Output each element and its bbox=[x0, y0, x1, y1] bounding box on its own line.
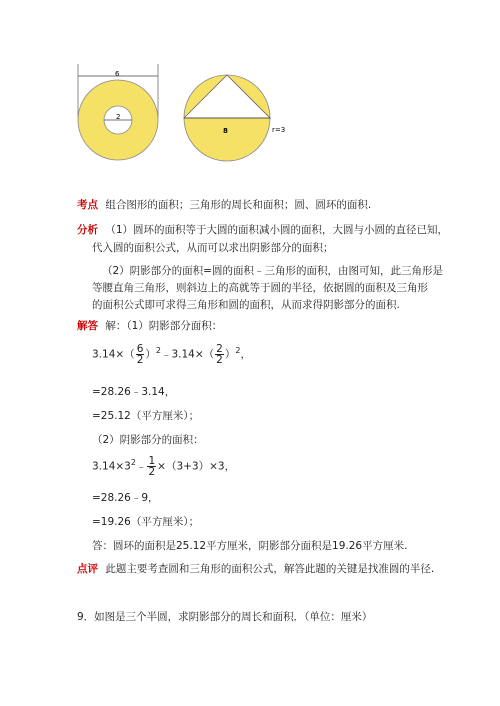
eq4-part-c: ×（3+3）×3， bbox=[157, 460, 236, 473]
dianping-row bbox=[77, 561, 434, 576]
ring-inner-label: 2 bbox=[116, 113, 121, 121]
eq1-denominator-1: 2 bbox=[136, 354, 144, 366]
part2-intro: （2）阴影部分的面积： bbox=[92, 434, 204, 446]
eq1-part-a: 3.14×（ bbox=[92, 348, 135, 361]
eq1-numerator-2: 2 bbox=[216, 343, 223, 355]
fenxi-p2-line2: 等腰直角三角形，则斜边上的高就等于圆的半径，依据圆的面积及三角形 bbox=[92, 282, 428, 294]
equation-3: =25.12（平方厘米）； bbox=[92, 410, 200, 422]
jieda-row bbox=[77, 318, 222, 333]
fenxi-p1-line2: 代入圆的面积公式，从而可以求出阴影部分的面积； bbox=[92, 242, 334, 254]
eq4-denominator: 2 bbox=[148, 466, 156, 478]
question-9: 9．如图是三个半圆，求阴影部分的周长和面积．（单位：厘米） bbox=[77, 611, 373, 623]
eq1-denominator-2: 2 bbox=[216, 354, 223, 366]
eq1-exponent-2: 2 bbox=[235, 346, 241, 355]
eq4-exponent: 2 bbox=[130, 458, 136, 467]
fenxi-tag: 分析 bbox=[77, 224, 98, 236]
radius-note: r=3 bbox=[272, 126, 286, 134]
fenxi-p2-line1: （2）阴影部分的面积=圆的面积﹣三角形的面积，由图可知，此三角形是 bbox=[102, 265, 443, 277]
fenxi-p1-line1: （1）圆环的面积等于大圆的面积减小圆的面积，大圆与小圆的直径已知， bbox=[105, 224, 449, 236]
fenxi-p2-line3: 的面积公式即可求得三角形和圆的面积，从而求得阴影部分的面积. bbox=[92, 299, 400, 311]
fraction-1-2 bbox=[147, 456, 156, 477]
kaodian-row bbox=[77, 197, 371, 212]
kaodian-text: 组合图形的面积；三角形的周长和面积；圆、圆环的面积. bbox=[105, 199, 372, 211]
ring-outer-label: 6 bbox=[115, 70, 120, 78]
fenxi-row bbox=[77, 222, 448, 237]
semi-dim-label: 8 bbox=[223, 127, 228, 135]
equation-2: =28.26﹣3.14， bbox=[92, 386, 176, 398]
fraction-6-2 bbox=[136, 344, 145, 365]
equation-4 bbox=[92, 456, 235, 477]
circle-triangle-figure bbox=[180, 72, 276, 168]
eq1-part-c: ﹣3.14×（ bbox=[160, 348, 215, 361]
jieda-tag: 解答 bbox=[77, 320, 98, 332]
answer-line: 答：圆环的面积是25.12平方厘米，阴影部分面积是19.26平方厘米. bbox=[92, 540, 408, 552]
eq1-part-b: ） bbox=[145, 348, 156, 361]
eq1-part-e: ， bbox=[240, 348, 251, 361]
equation-6: =19.26（平方厘米）； bbox=[92, 516, 200, 528]
eq1-part-d: ） bbox=[224, 348, 236, 361]
jieda-intro: 解：（1）阴影部分面积： bbox=[105, 320, 223, 332]
eq4-numerator: 1 bbox=[148, 455, 156, 467]
kaodian-tag: 考点 bbox=[77, 199, 98, 211]
eq4-part-b: ﹣ bbox=[135, 460, 147, 473]
fraction-2-2 bbox=[215, 344, 224, 365]
dianping-text: 此题主要考查圆和三角形的面积公式，解答此题的关键是找准圆的半径. bbox=[105, 563, 435, 575]
eq4-part-a: 3.14×3 bbox=[92, 460, 131, 473]
equation-1 bbox=[92, 344, 251, 365]
eq1-numerator-1: 6 bbox=[136, 343, 144, 355]
eq1-exponent-1: 2 bbox=[155, 346, 161, 355]
equation-5: =28.26﹣9， bbox=[92, 492, 159, 504]
dianping-tag: 点评 bbox=[77, 563, 98, 575]
